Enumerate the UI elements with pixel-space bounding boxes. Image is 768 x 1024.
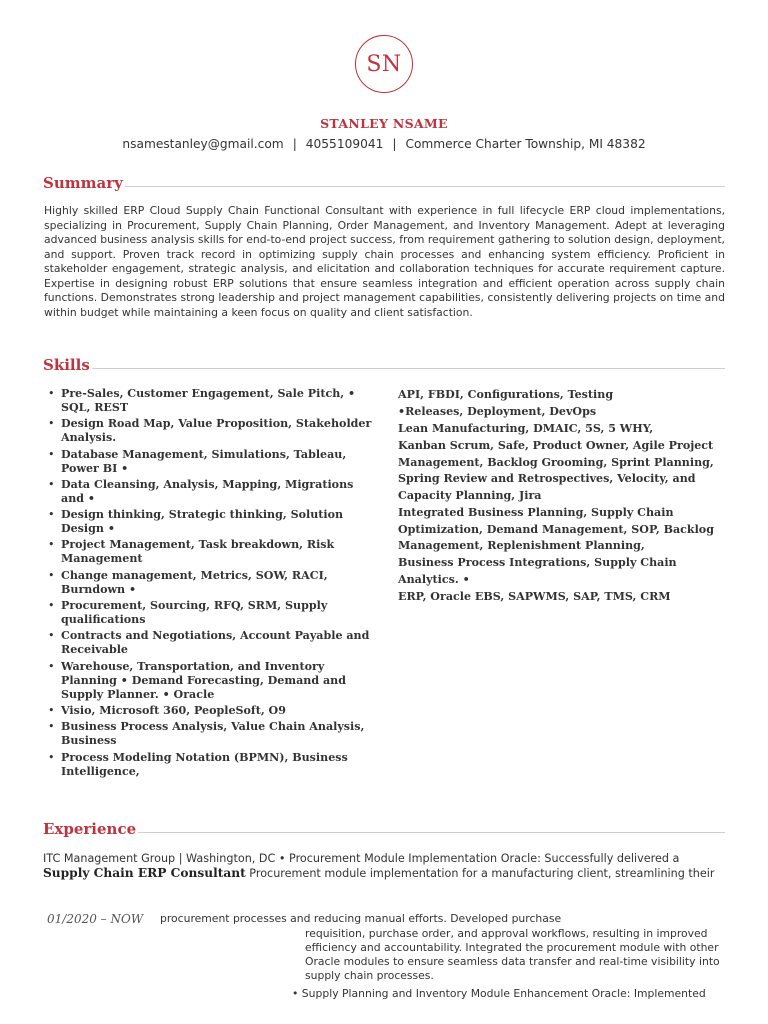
job-role: Supply Chain ERP Consultant [43,866,246,880]
skill-item: • Design Road Map, Value Proposition, Stakeholder Analysis. [48,417,373,445]
summary-title: Summary [43,174,123,192]
skill-item: • Project Management, Task breakdown, Risk Management [48,538,373,566]
employer-text: ITC Management Group | Washington, DC • Procurement Module Implementation Oracle: Successfully delivered a [43,852,680,865]
skill-item: API, FBDI, Configurations, Testing [398,388,614,401]
location: Commerce Charter Township, MI 48382 [405,137,646,151]
skills-list-left [48,387,373,781]
experience-heading [43,820,725,838]
experience-bullet: • Supply Planning and Inventory Module Enhancement Oracle: Implemented [292,987,706,1000]
skill-item: • Change management, Metrics, SOW, RACI, Burndown • [48,569,373,597]
experience-intro [43,852,723,881]
summary-heading [43,174,725,192]
skills-title: Skills [43,356,90,374]
skill-item: •Releases, Deployment, DevOps [398,405,597,419]
section-divider [125,186,725,187]
email: nsamestanley@gmail.com [122,137,284,151]
experience-description: requisition, purchase order, and approval workflows, resulting in improved efficiency and accountability. Integrated the procurement module with other Oracle modules to ensure seamless data transfer and real-time visibility into supply chain processes. [305,927,720,982]
skill-item: • Data Cleansing, Analysis, Mapping, Migrations and • [48,478,373,506]
intro-continuation: Procurement module implementation for a manufacturing client, streamlining their [245,867,715,880]
section-divider [92,368,725,369]
skill-item: ERP, Oracle EBS, SAPWMS, SAP, TMS, CRM [398,590,671,604]
candidate-name: STANLEY NSAME [320,116,448,131]
skills-heading [43,356,725,374]
skill-item: • Design thinking, Strategic thinking, Solution Design • [48,508,373,536]
skill-item: • Procurement, Sourcing, RFQ, SRM, Supply qualifications [48,599,373,627]
separator: | [392,137,397,151]
skill-item: • Warehouse, Transportation, and Inventory Planning • Demand Forecasting, Demand and Supply Planner. • Oracle [48,660,373,702]
skill-item: • Process Modeling Notation (BPMN), Business Intelligence, [48,751,373,779]
skill-item: Business Process Integrations, Supply Chain Analytics. • [398,556,677,587]
skill-item: • Visio, Microsoft 360, PeopleSoft, O9 [48,704,373,718]
phone: 4055109041 [305,137,384,151]
monogram-logo [355,35,413,93]
skill-item: Integrated Business Planning, Supply Chain Optimization, Demand Management, SOP, Backlog Management, Replenishment Planning, [398,506,714,553]
section-divider [138,832,725,833]
skill-item: Kanban Scrum, Safe, Product Owner, Agile Project Management, Backlog Grooming, Sprint Planning, Spring Review and Retrospectives, Velocity, and Capacity Planning, Jira [398,439,714,503]
summary-text: Highly skilled ERP Cloud Supply Chain Functional Consultant with experience in full lifecycle ERP cloud implementations, specializing in Procurement, Supply Chain Planning, Order Management, and Inventory Management. Adept at leveraging advanced business analysis skills for end-to-end project success, from requirement gathering to solution design, deployment, and support. Proven track record in optimizing supply chain processes and enhancing system efficiency. Proficient in stakeholder engagement, strategic analysis, and elicitation and collaboration techniques for accurate requirement capture. Expertise in designing robust ERP solutions that ensure seamless integration and efficient operation across supply chain functions. Demonstrates strong leadership and project management capabilities, consistently delivering projects on time and within budget while maintaining a keen focus on quality and client satisfaction. [44,204,725,319]
skills-list-right [398,387,733,606]
skill-item: • Business Process Analysis, Value Chain Analysis, Business [48,720,373,748]
experience-first-line: procurement processes and reducing manual efforts. Developed purchase [160,912,562,925]
skill-item: Lean Manufacturing, DMAIC, 5S, 5 WHY, [398,422,654,436]
experience-title: Experience [43,820,137,838]
monogram-initials: SN [366,51,402,77]
job-date-range: 01/2020 – NOW [47,912,144,926]
skill-item: • Database Management, Simulations, Tableau, Power BI • [48,448,373,476]
skill-item: • Pre-Sales, Customer Engagement, Sale Pitch, • SQL, REST [48,387,373,415]
contact-line [0,137,768,151]
skill-item: • Contracts and Negotiations, Account Payable and Receivable [48,629,373,657]
separator: | [292,137,297,151]
